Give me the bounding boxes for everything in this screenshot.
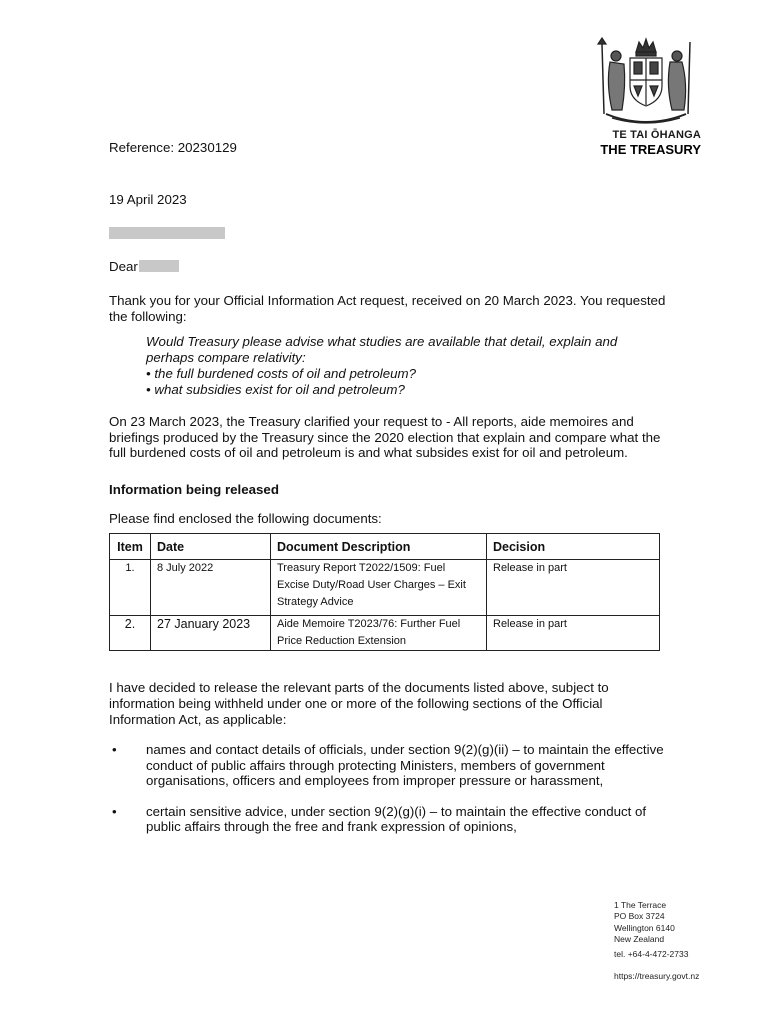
enclosed-intro: Please find enclosed the following documents: (109, 511, 382, 526)
header-item: Item (110, 534, 151, 560)
bullet-symbol: • (112, 742, 117, 757)
letter-date: 19 April 2023 (109, 192, 187, 207)
list-item (109, 804, 669, 835)
row-decision: Release in part (487, 616, 660, 651)
coat-of-arms-logo (592, 34, 700, 130)
intro-paragraph: Thank you for your Official Information Act request, received on 20 March 2023. You requested the following: (109, 293, 666, 324)
salutation (109, 259, 179, 275)
table-row (110, 616, 660, 651)
redacted-recipient-name (109, 227, 225, 239)
table-row (110, 560, 660, 616)
row-item: 2. (110, 616, 151, 651)
list-item-text: names and contact details of officials, under section 9(2)(g)(ii) – to maintain the effective conduct of public affairs through protecting Ministers, members of government organisations, officers and employees from improper pressure or harassment, (146, 742, 664, 788)
salutation-text: Dear (109, 259, 138, 274)
redacted-salutation-name (139, 260, 179, 272)
header-date: Date (151, 534, 271, 560)
withholding-list (109, 742, 669, 850)
table-header-row (110, 534, 660, 560)
header-description: Document Description (271, 534, 487, 560)
row-decision: Release in part (487, 560, 660, 616)
quote-line: Would Treasury please advise what studies are available that detail, explain and perhaps compare relativity: (146, 334, 618, 365)
org-name-maori: TE TAI ŌHANGA (612, 129, 701, 141)
row-date: 8 July 2022 (151, 560, 271, 616)
request-quote (146, 334, 666, 398)
footer-phone: tel. +64-4-472-2733 (614, 949, 689, 959)
row-description: Treasury Report T2022/1509: Fuel Excise Duty/Road User Charges – Exit Strategy Advice (271, 560, 487, 616)
documents-table (109, 533, 660, 651)
organisation-name (560, 130, 701, 156)
clarification-paragraph: On 23 March 2023, the Treasury clarified your request to - All reports, aide memoires and briefings produced by the Treasury since the 2020 election that explain and compare what the full burdened costs of oil and petroleum is and what subsides exist for oil and petroleum. (109, 414, 661, 460)
list-item-text: certain sensitive advice, under section 9(2)(g)(i) – to maintain the effective conduct of public affairs through the free and frank expression of opinions, (146, 803, 647, 834)
section-heading: Information being released (109, 482, 279, 497)
list-item (109, 742, 669, 789)
quote-bullet: • what subsidies exist for oil and petroleum? (146, 382, 405, 397)
address-line: Wellington 6140 (614, 922, 675, 933)
address-line: 1 The Terrace (614, 900, 667, 910)
org-name-english: THE TREASURY (600, 142, 701, 157)
row-item: 1. (110, 560, 151, 616)
reference-number: Reference: 20230129 (109, 140, 237, 155)
footer-address (614, 900, 675, 945)
bullet-symbol: • (112, 803, 117, 819)
address-line: PO Box 3724 (614, 911, 665, 922)
header-decision: Decision (487, 534, 660, 560)
footer-website-link[interactable]: https://treasury.govt.nz (614, 971, 700, 981)
address-line: New Zealand (614, 933, 665, 944)
row-date: 27 January 2023 (151, 616, 271, 651)
row-description: Aide Memoire T2023/76: Further Fuel Price Reduction Extension (271, 616, 487, 651)
quote-bullet: • the full burdened costs of oil and petroleum? (146, 366, 417, 381)
decision-paragraph: I have decided to release the relevant parts of the documents listed above, subject to information being withheld under one or more of the following sections of the Official Information Act, as applicable: (109, 680, 609, 727)
